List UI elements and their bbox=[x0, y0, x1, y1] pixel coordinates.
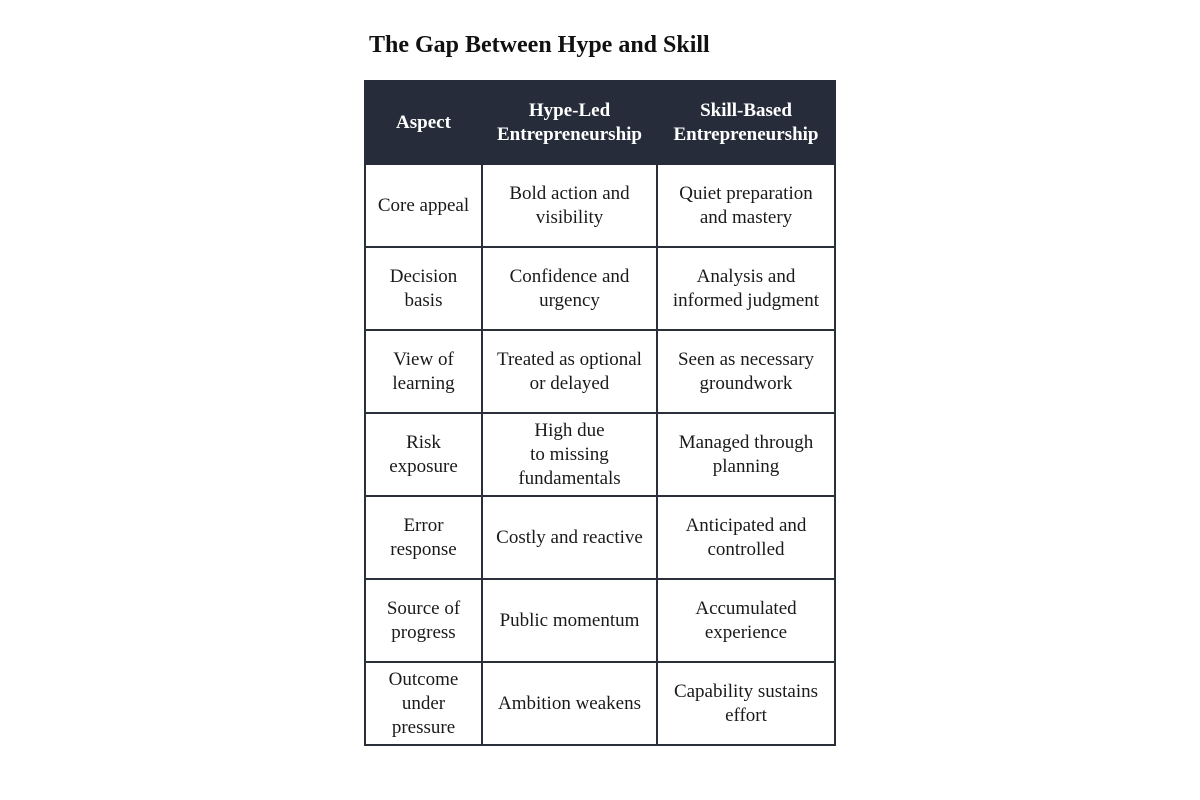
header-skill-based: Skill-Based Entrepreneurship bbox=[657, 81, 835, 164]
row-aspect-cell: Outcome under pressure bbox=[365, 662, 482, 745]
row-hype-cell: Ambition weakens bbox=[482, 662, 657, 745]
row-skill-cell: Anticipated and controlled bbox=[657, 496, 835, 579]
row-hype-cell: Costly and reactive bbox=[482, 496, 657, 579]
row-hype-cell: High due to missing fundamentals bbox=[482, 413, 657, 496]
table-row bbox=[365, 164, 835, 247]
row-hype-cell: Confidence and urgency bbox=[482, 247, 657, 330]
row-hype-cell: Bold action and visibility bbox=[482, 164, 657, 247]
table-row bbox=[365, 579, 835, 662]
row-aspect-cell: Error response bbox=[365, 496, 482, 579]
table-row bbox=[365, 496, 835, 579]
row-aspect-cell: Core appeal bbox=[365, 164, 482, 247]
row-skill-cell: Analysis and informed judgment bbox=[657, 247, 835, 330]
table-row bbox=[365, 330, 835, 413]
header-hype-led: Hype-Led Entrepreneurship bbox=[482, 81, 657, 164]
table-row bbox=[365, 662, 835, 745]
page-title: The Gap Between Hype and Skill bbox=[369, 32, 710, 58]
table-row bbox=[365, 413, 835, 496]
row-aspect-cell: Decision basis bbox=[365, 247, 482, 330]
row-skill-cell: Quiet preparation and mastery bbox=[657, 164, 835, 247]
row-hype-cell: Public momentum bbox=[482, 579, 657, 662]
row-skill-cell: Capability sustains effort bbox=[657, 662, 835, 745]
table-row bbox=[365, 247, 835, 330]
row-hype-cell: Treated as optional or delayed bbox=[482, 330, 657, 413]
header-aspect: Aspect bbox=[365, 81, 482, 164]
row-skill-cell: Accumulated experience bbox=[657, 579, 835, 662]
row-aspect-cell: Source of progress bbox=[365, 579, 482, 662]
comparison-table bbox=[364, 80, 836, 746]
row-skill-cell: Seen as necessary groundwork bbox=[657, 330, 835, 413]
table-header-row bbox=[365, 81, 835, 164]
row-aspect-cell: View of learning bbox=[365, 330, 482, 413]
row-skill-cell: Managed through planning bbox=[657, 413, 835, 496]
row-aspect-cell: Risk exposure bbox=[365, 413, 482, 496]
